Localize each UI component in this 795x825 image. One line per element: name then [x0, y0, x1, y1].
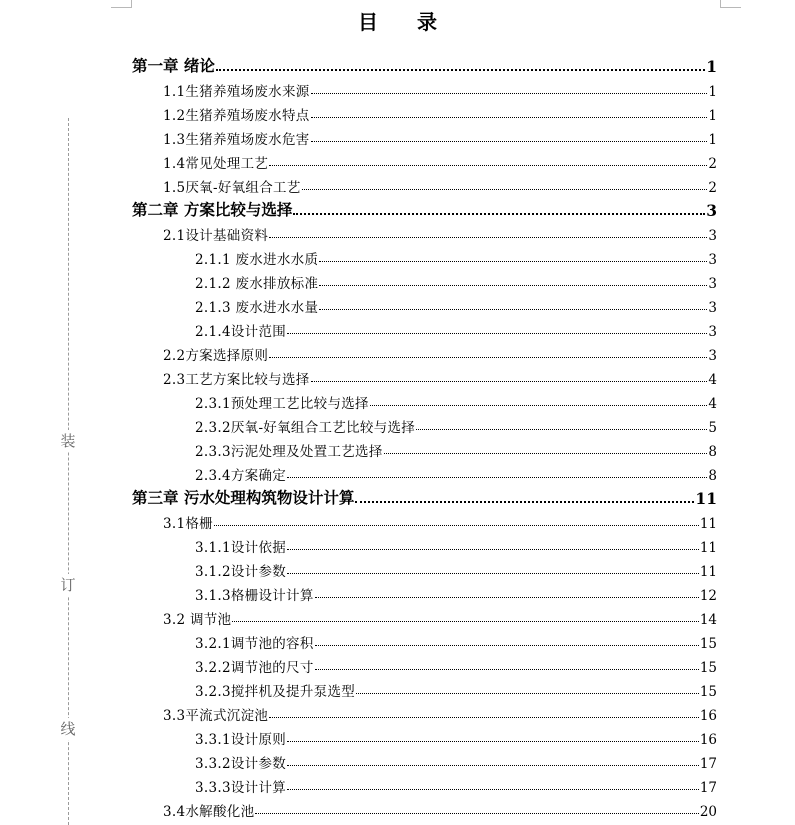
- toc-leader-dots: [287, 549, 699, 550]
- binding-mark-xian: 线: [57, 718, 79, 740]
- toc-section-entry[interactable]: [132, 700, 717, 724]
- toc-chapter-entry[interactable]: [132, 52, 717, 76]
- toc-section-entry[interactable]: [132, 436, 717, 460]
- toc-page-number: 3: [708, 228, 717, 244]
- toc-section-entry[interactable]: [132, 556, 717, 580]
- toc-page-number: 3: [706, 201, 717, 220]
- toc-section-entry[interactable]: [132, 604, 717, 628]
- toc-page-number: 11: [699, 516, 717, 532]
- toc-entry-label: 2.1.2 废水排放标准: [195, 276, 319, 292]
- table-of-contents: [132, 52, 717, 820]
- toc-page-number: 1: [708, 108, 717, 124]
- toc-page-number: 8: [708, 444, 717, 460]
- toc-section-entry[interactable]: [132, 412, 717, 436]
- toc-page-number: 2: [708, 156, 717, 172]
- toc-leader-dots: [355, 501, 694, 503]
- toc-leader-dots: [232, 621, 698, 622]
- toc-entry-label: 第二章 方案比较与选择: [132, 200, 293, 219]
- toc-leader-dots: [287, 789, 699, 790]
- toc-section-entry[interactable]: [132, 340, 717, 364]
- toc-section-entry[interactable]: [132, 796, 717, 820]
- toc-page-number: 17: [699, 756, 717, 772]
- toc-entry-label: 2.3.2厌氧-好氧组合工艺比较与选择: [195, 420, 416, 436]
- toc-leader-dots: [287, 741, 699, 742]
- toc-page-number: 3: [708, 324, 717, 340]
- toc-leader-dots: [311, 381, 708, 382]
- toc-leader-dots: [287, 765, 699, 766]
- toc-page-number: 17: [699, 780, 717, 796]
- toc-entry-label: 第一章 绪论: [132, 56, 215, 75]
- toc-page-number: 11: [695, 489, 717, 508]
- toc-leader-dots: [319, 285, 707, 286]
- toc-leader-dots: [315, 669, 699, 670]
- page-title: 目 录: [358, 10, 453, 34]
- toc-section-entry[interactable]: [132, 508, 717, 532]
- toc-leader-dots: [302, 189, 708, 190]
- toc-entry-label: 3.2.2调节池的尺寸: [195, 660, 314, 676]
- toc-entry-label: 3.3.3设计计算: [195, 780, 287, 796]
- toc-leader-dots: [269, 237, 707, 238]
- toc-section-entry[interactable]: [132, 100, 717, 124]
- toc-entry-label: 2.1.4设计范围: [195, 324, 287, 340]
- toc-entry-label: 3.1.3格栅设计计算: [195, 588, 314, 604]
- toc-page-number: 15: [699, 660, 717, 676]
- toc-page-number: 1: [706, 57, 717, 76]
- toc-page-number: 12: [699, 588, 717, 604]
- toc-section-entry[interactable]: [132, 124, 717, 148]
- toc-entry-label: 1.2生猪养殖场废水特点: [163, 108, 310, 124]
- toc-section-entry[interactable]: [132, 532, 717, 556]
- toc-entry-label: 3.3平流式沉淀池: [163, 708, 269, 724]
- toc-page-number: 20: [699, 804, 717, 820]
- toc-section-entry[interactable]: [132, 148, 717, 172]
- toc-entry-label: 1.5厌氧-好氧组合工艺: [163, 180, 301, 196]
- toc-leader-dots: [416, 429, 707, 430]
- toc-leader-dots: [311, 93, 708, 94]
- toc-entry-label: 2.1.1 废水进水水质: [195, 252, 319, 268]
- toc-leader-dots: [287, 477, 707, 478]
- toc-section-entry[interactable]: [132, 628, 717, 652]
- toc-section-entry[interactable]: [132, 676, 717, 700]
- toc-page-number: 2: [708, 180, 717, 196]
- toc-leader-dots: [269, 165, 707, 166]
- toc-page-number: 16: [699, 732, 717, 748]
- toc-leader-dots: [315, 645, 699, 646]
- toc-page-number: 5: [708, 420, 717, 436]
- toc-entry-label: 1.3生猪养殖场废水危害: [163, 132, 310, 148]
- toc-entry-label: 3.1.2设计参数: [195, 564, 287, 580]
- toc-leader-dots: [269, 717, 699, 718]
- toc-page-number: 15: [699, 684, 717, 700]
- toc-section-entry[interactable]: [132, 460, 717, 484]
- toc-leader-dots: [216, 69, 705, 71]
- toc-entry-label: 1.1生猪养殖场废水来源: [163, 84, 310, 100]
- toc-section-entry[interactable]: [132, 652, 717, 676]
- toc-leader-dots: [370, 405, 708, 406]
- toc-entry-label: 2.1.3 废水进水水量: [195, 300, 319, 316]
- toc-section-entry[interactable]: [132, 76, 717, 100]
- toc-page-number: 14: [699, 612, 717, 628]
- toc-section-entry[interactable]: [132, 244, 717, 268]
- toc-page-number: 4: [708, 396, 717, 412]
- toc-leader-dots: [287, 333, 707, 334]
- toc-leader-dots: [311, 141, 708, 142]
- toc-page-number: 1: [708, 132, 717, 148]
- toc-entry-label: 2.1设计基础资料: [163, 228, 269, 244]
- toc-entry-label: 2.3.3污泥处理及处置工艺选择: [195, 444, 383, 460]
- toc-entry-label: 2.3.4方案确定: [195, 468, 287, 484]
- toc-section-entry[interactable]: [132, 724, 717, 748]
- toc-section-entry[interactable]: [132, 292, 717, 316]
- toc-entry-label: 1.4常见处理工艺: [163, 156, 269, 172]
- toc-leader-dots: [311, 117, 708, 118]
- toc-entry-label: 2.2方案选择原则: [163, 348, 269, 364]
- toc-section-entry[interactable]: [132, 364, 717, 388]
- toc-leader-dots: [315, 597, 699, 598]
- toc-chapter-entry[interactable]: [132, 196, 717, 220]
- toc-leader-dots: [356, 693, 699, 694]
- toc-section-entry[interactable]: [132, 772, 717, 796]
- toc-leader-dots: [293, 213, 705, 215]
- toc-leader-dots: [287, 573, 699, 574]
- toc-entry-label: 3.2.1调节池的容积: [195, 636, 314, 652]
- toc-leader-dots: [319, 261, 707, 262]
- toc-page-number: 1: [708, 84, 717, 100]
- toc-entry-label: 3.3.2设计参数: [195, 756, 287, 772]
- toc-page-number: 4: [708, 372, 717, 388]
- toc-section-entry[interactable]: [132, 172, 717, 196]
- toc-leader-dots: [384, 453, 708, 454]
- toc-entry-label: 3.4水解酸化池: [163, 804, 255, 820]
- toc-page-number: 16: [699, 708, 717, 724]
- toc-page-number: 11: [699, 564, 717, 580]
- toc-page-number: 15: [699, 636, 717, 652]
- toc-entry-label: 3.2 调节池: [163, 612, 232, 628]
- toc-section-entry[interactable]: [132, 220, 717, 244]
- toc-leader-dots: [214, 525, 699, 526]
- toc-section-entry[interactable]: [132, 748, 717, 772]
- toc-entry-label: 3.1.1设计依据: [195, 540, 287, 556]
- binding-mark-zhuang: 装: [57, 430, 79, 452]
- toc-leader-dots: [255, 813, 698, 814]
- toc-page-number: 3: [708, 348, 717, 364]
- toc-entry-label: 第三章 污水处理构筑物设计计算: [132, 488, 355, 507]
- toc-page-number: 8: [708, 468, 717, 484]
- toc-page-number: 3: [708, 276, 717, 292]
- toc-entry-label: 2.3.1预处理工艺比较与选择: [195, 396, 369, 412]
- toc-entry-label: 3.2.3搅拌机及提升泵选型: [195, 684, 356, 700]
- toc-page-number: 11: [699, 540, 717, 556]
- binding-mark-ding: 订: [57, 574, 79, 596]
- toc-entry-label: 2.3工艺方案比较与选择: [163, 372, 310, 388]
- toc-section-entry[interactable]: [132, 268, 717, 292]
- toc-chapter-entry[interactable]: [132, 484, 717, 508]
- toc-page-number: 3: [708, 252, 717, 268]
- toc-entry-label: 3.1格栅: [163, 516, 213, 532]
- toc-leader-dots: [319, 309, 707, 310]
- toc-section-entry[interactable]: [132, 316, 717, 340]
- toc-leader-dots: [269, 357, 707, 358]
- toc-entry-label: 3.3.1设计原则: [195, 732, 287, 748]
- toc-page-number: 3: [708, 300, 717, 316]
- toc-section-entry[interactable]: [132, 388, 717, 412]
- toc-section-entry[interactable]: [132, 580, 717, 604]
